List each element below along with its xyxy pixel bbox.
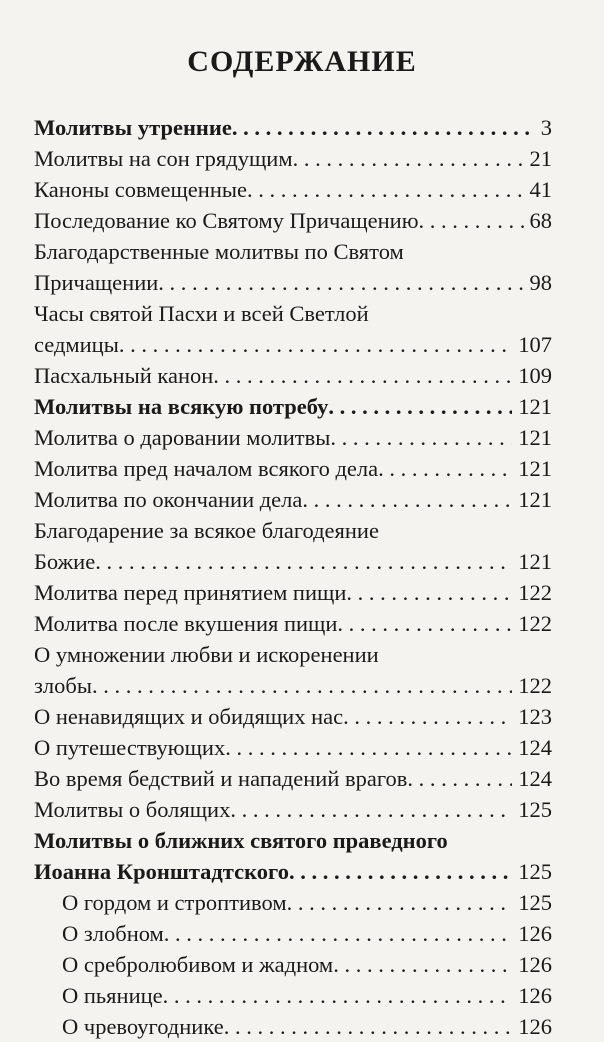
dot-leader: [224, 1011, 513, 1042]
toc-entry: [34, 887, 552, 918]
toc-entry: [34, 794, 552, 825]
toc-entry-page-number: 125: [518, 890, 552, 915]
toc-entry-title: О пьянице: [62, 983, 163, 1008]
toc-entry: [34, 980, 552, 1011]
dot-leader: [293, 143, 524, 174]
dot-leader: [232, 112, 535, 143]
toc-entry-first-line: Часы святой Пасхи и всей Светлой: [34, 301, 369, 326]
toc-entry: [34, 1011, 552, 1042]
toc-entry-first-line: Благодарение за всякое благодеяние: [34, 518, 379, 543]
toc-entry-title: О злобном: [62, 921, 164, 946]
toc-entry-title: Молитва перед принятием пищи: [34, 580, 347, 605]
toc-entry-page-number: 125: [518, 797, 552, 822]
dot-leader: [95, 546, 512, 577]
dot-leader: [343, 701, 512, 732]
toc-entry-page-number: 121: [518, 456, 552, 481]
dot-leader: [119, 329, 512, 360]
toc-entry: [34, 608, 552, 639]
toc-entry-title: Причащении: [34, 270, 159, 295]
toc-entry: [34, 391, 552, 422]
toc-entry-title: Каноны совмещенные: [34, 177, 247, 202]
dot-leader: [287, 887, 513, 918]
toc-entry-page-number: 107: [518, 332, 552, 357]
toc-entry: [34, 205, 552, 236]
dot-leader: [333, 949, 512, 980]
toc-entry-page-number: 121: [518, 487, 552, 512]
toc-entry-page-number: 98: [529, 270, 552, 295]
toc-entry-page-number: 121: [518, 394, 552, 419]
toc-entry-title: Молитвы утренние: [34, 115, 232, 140]
toc-entry-title: О гордом и строптивом: [62, 890, 287, 915]
toc-entry: [34, 484, 552, 515]
toc-entry-title: злобы: [34, 673, 92, 698]
toc-entry: [34, 360, 552, 391]
toc-entry-page-number: 21: [529, 146, 552, 171]
toc-entry: [34, 453, 552, 484]
toc-entry: [34, 267, 552, 298]
dot-leader: [225, 732, 512, 763]
toc-entry: [34, 143, 552, 174]
dot-leader: [419, 205, 524, 236]
toc-entry-title: Молитвы на сон грядущим: [34, 146, 293, 171]
toc-entry-page-number: 41: [529, 177, 552, 202]
toc-entry-title: Иоанна Кронштадтского: [34, 859, 289, 884]
dot-leader: [337, 608, 512, 639]
toc-entry-first-line: Благодарственные молитвы по Святом: [34, 239, 404, 264]
table-of-contents: [34, 112, 552, 1042]
toc-entry-title: О ненавидящих и обидящих нас: [34, 704, 344, 729]
toc-entry: [34, 763, 552, 794]
toc-entry: [34, 918, 552, 949]
toc-entry: [34, 422, 552, 453]
dot-leader: [164, 918, 512, 949]
dot-leader: [330, 422, 512, 453]
toc-entry-title: Последование ко Святому Причащению: [34, 208, 419, 233]
toc-entry-page-number: 121: [518, 549, 552, 574]
toc-entry: [34, 856, 552, 887]
toc-entry-page-number: 109: [518, 363, 552, 388]
toc-entry-page-number: 126: [518, 921, 552, 946]
dot-leader: [230, 794, 512, 825]
toc-entry: [34, 949, 552, 980]
toc-entry-title: Пасхальный канон: [34, 363, 214, 388]
toc-entry-page-number: 122: [518, 580, 552, 605]
toc-entry-title: О сребролюбивом и жадном: [62, 952, 334, 977]
page-title: СОДЕРЖАНИЕ: [187, 45, 417, 78]
toc-entry-page-number: 68: [529, 208, 552, 233]
toc-entry-page-number: 124: [518, 766, 552, 791]
toc-entry-page-number: 122: [518, 673, 552, 698]
dot-leader: [407, 763, 512, 794]
toc-entry-title: Молитвы на всякую потребу: [34, 394, 329, 419]
toc-entry-page-number: 124: [518, 735, 552, 760]
toc-entry-page-number: 121: [518, 425, 552, 450]
toc-entry: [34, 546, 552, 577]
toc-entry-first-line: Молитвы о ближних святого праведного: [34, 828, 448, 853]
toc-entry-page-number: 122: [518, 611, 552, 636]
toc-entry-title: Божие: [34, 549, 96, 574]
toc-entry-title: Молитва пред началом всякого дела: [34, 456, 379, 481]
dot-leader: [302, 484, 512, 515]
toc-entry-title: Молитва после вкушения пищи: [34, 611, 338, 636]
dot-leader: [328, 391, 512, 422]
toc-entry-title: Молитвы о болящих: [34, 797, 231, 822]
toc-entry-title: Во время бедствий и нападений врагов: [34, 766, 408, 791]
dot-leader: [92, 670, 512, 701]
toc-entry: [34, 112, 552, 143]
toc-entry: [34, 670, 552, 701]
toc-entry-title: Молитва о даровании молитвы: [34, 425, 331, 450]
toc-entry-title: седмицы: [34, 332, 119, 357]
dot-leader: [158, 267, 523, 298]
dot-leader: [163, 980, 513, 1011]
toc-entry: [34, 577, 552, 608]
toc-entry-page-number: 3: [540, 115, 552, 140]
dot-leader: [247, 174, 524, 205]
toc-entry-page-number: 126: [518, 1014, 552, 1039]
dot-leader: [346, 577, 512, 608]
toc-entry: [34, 732, 552, 763]
toc-entry-page-number: 126: [518, 952, 552, 977]
dot-leader: [289, 856, 512, 887]
toc-entry-title: О путешествующих: [34, 735, 226, 760]
toc-entry-first-line: О умножении любви и искоренении: [34, 642, 379, 667]
dot-leader: [213, 360, 512, 391]
toc-entry-title: Молитва по окончании дела: [34, 487, 303, 512]
toc-entry-page-number: 125: [518, 859, 552, 884]
toc-entry-title: О чревоугоднике: [62, 1014, 224, 1039]
dot-leader: [378, 453, 512, 484]
toc-entry: [34, 701, 552, 732]
toc-entry-page-number: 126: [518, 983, 552, 1008]
toc-entry-page-number: 123: [518, 704, 552, 729]
toc-entry: [34, 174, 552, 205]
toc-entry: [34, 329, 552, 360]
